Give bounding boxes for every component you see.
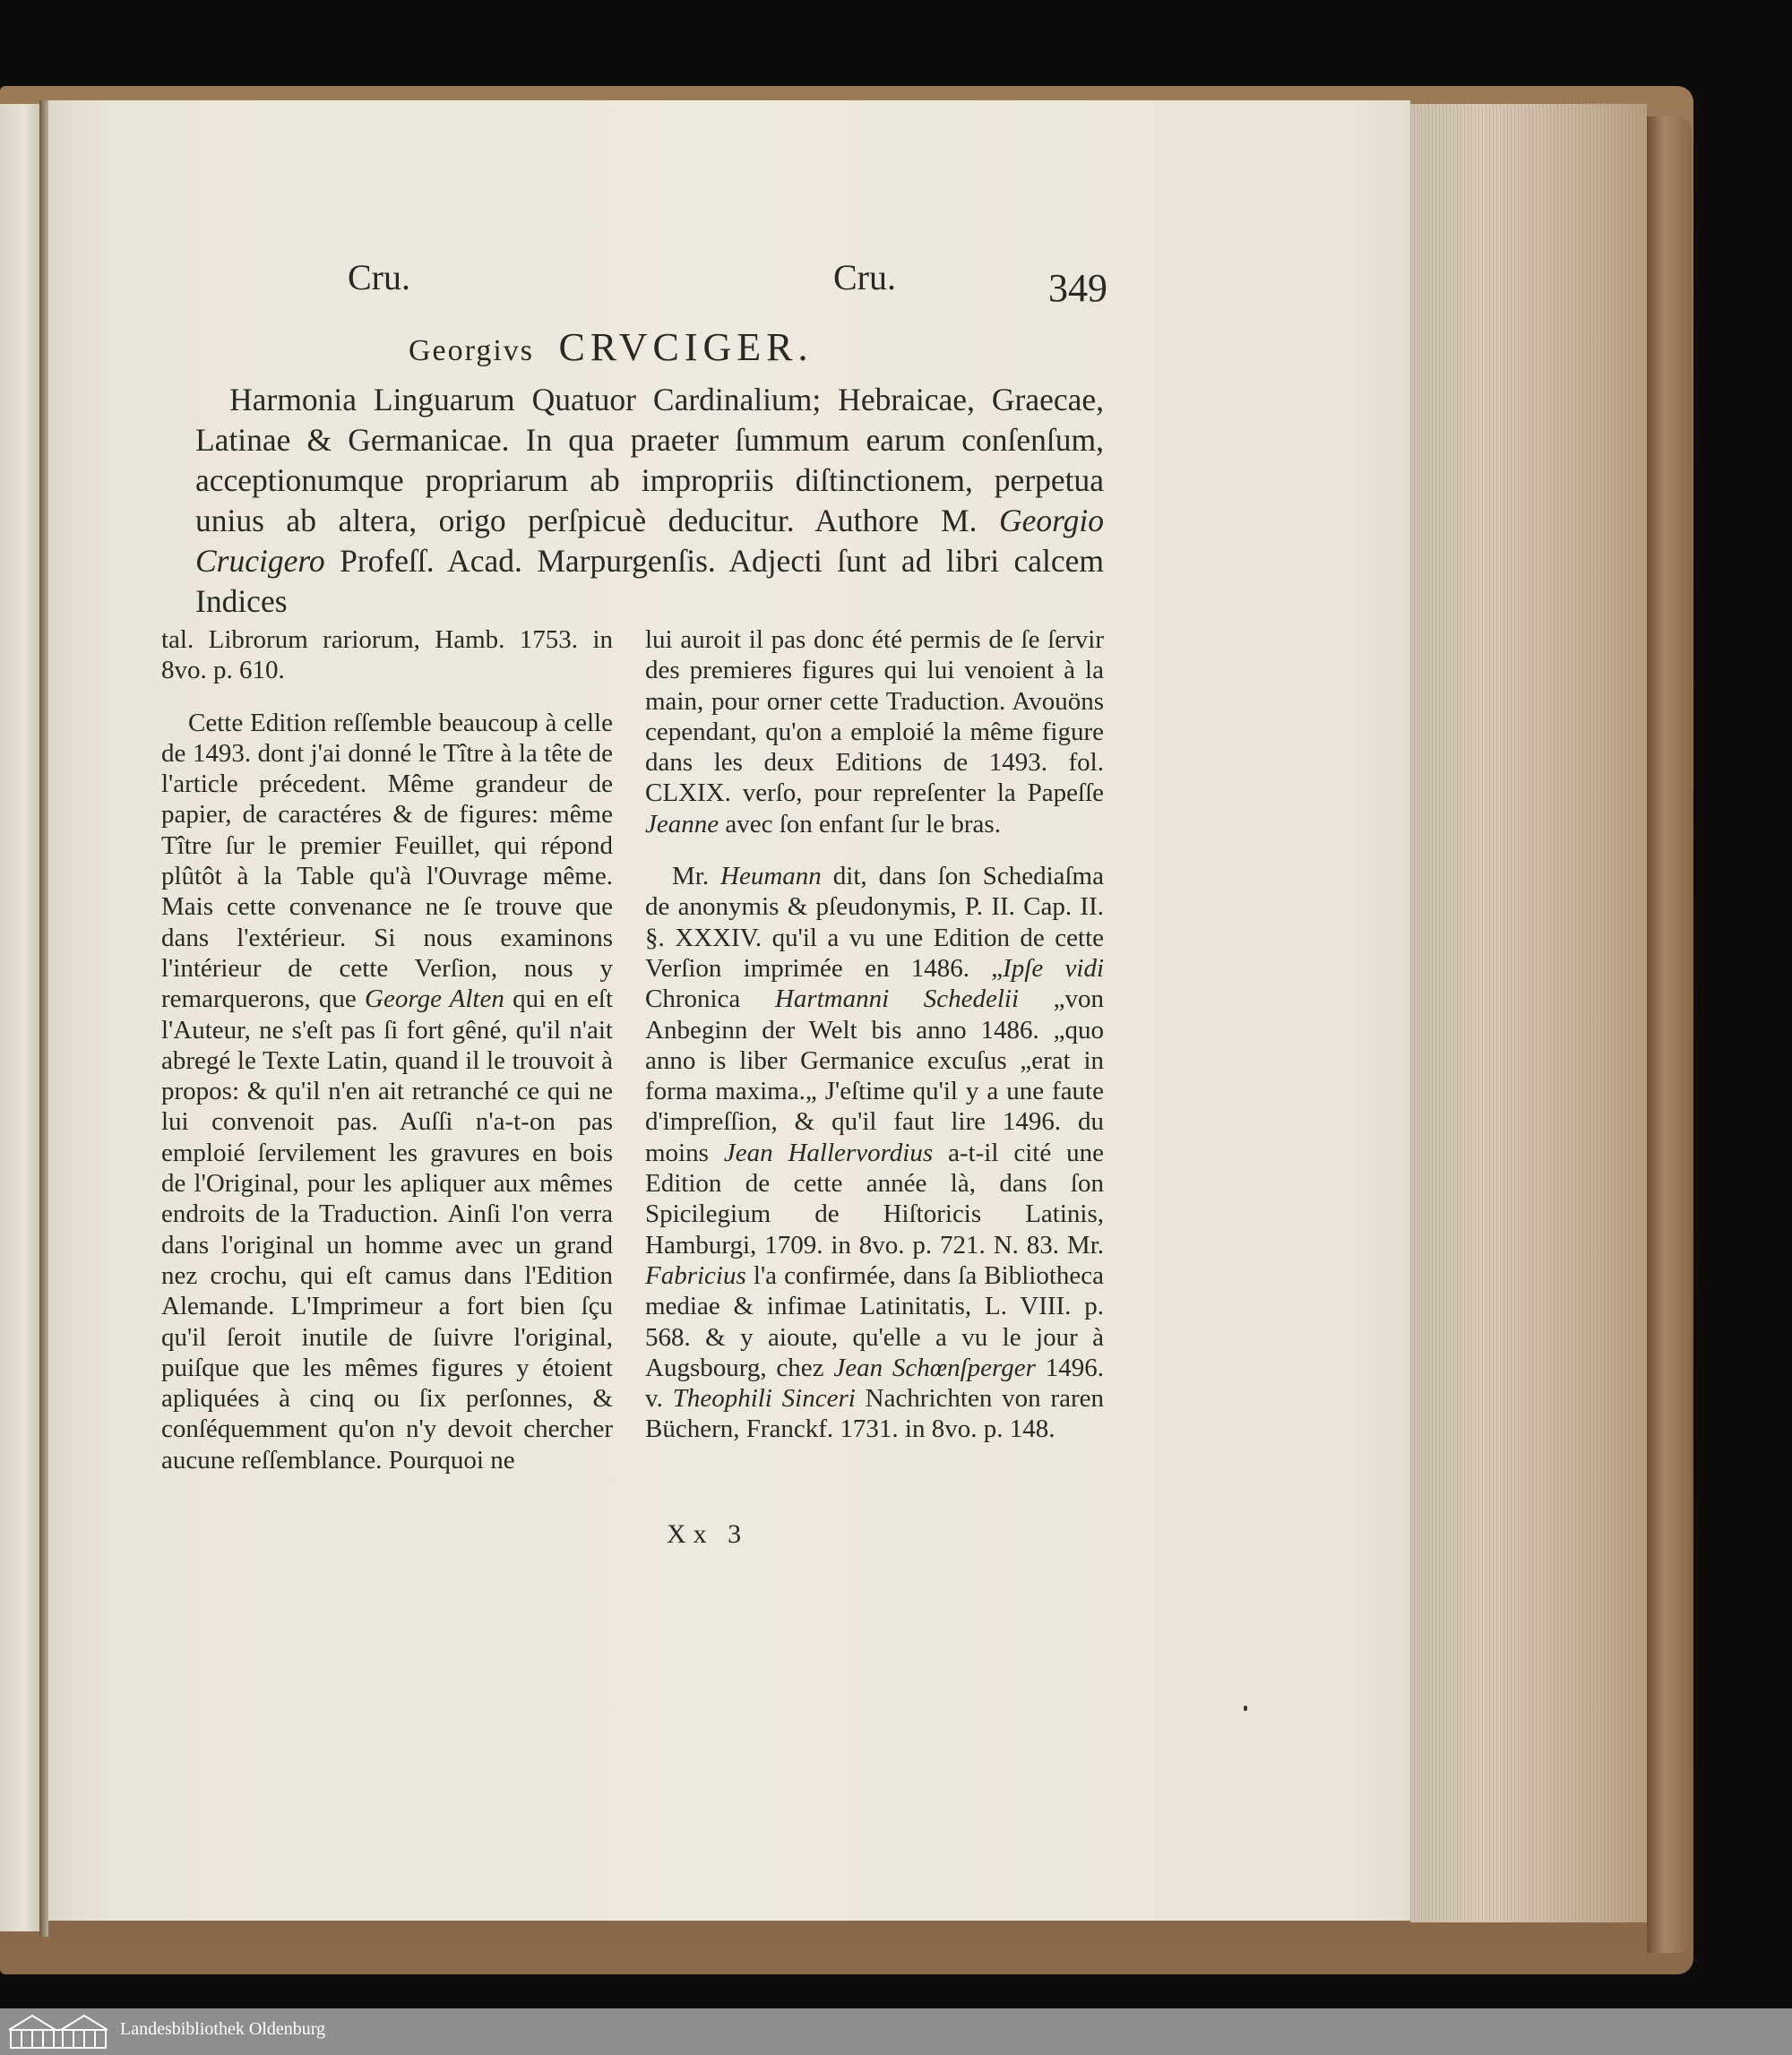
right-p2-h: Nachrichten von raren Büchern, Franckf. 1731. in 8vo. p. 148.	[645, 1384, 1104, 1444]
right-p2-f: l'a confirmée, dans ſa Bibliotheca mediae & infimae Latinitatis, L. VIII. p. 568. & y aioute, qu'elle a vu le jour à Augsbourg, chez	[645, 1260, 1104, 1382]
right-paragraph-1	[645, 624, 1104, 839]
right-p2-name-schedel: Hartmanni Schedelii	[774, 985, 1020, 1014]
title-author: Georgio Crucigero	[195, 503, 1105, 579]
left-paragraph-2	[161, 708, 613, 1475]
right-p2-name-fabricius: Fabricius	[645, 1260, 746, 1290]
left-p2-text-a: Cette Edition reſſemble beaucoup à celle de 1493. dont j'ai donné le Tître à la tête de l'article précedent. Même grandeur de papier, de caractéres & de figures: même Tître ſur le premier Feuillet, qui répond plûtôt à la Table qu'à l'Ouvrage même. Mais cette convenance ne ſe trouve que dans l'extérieur. Si nous examinons l'intérieur de cette Verſion, nous y remarquerons, que	[161, 708, 613, 1014]
library-name: Landesbibliothek Oldenburg	[120, 2019, 326, 2039]
right-p2-name-hallervord: Jean Hallervordius	[723, 1138, 934, 1167]
right-p2-c: Chronica	[645, 985, 741, 1014]
right-p2-a: Mr.	[672, 862, 710, 891]
right-p1-text-a: lui auroit il pas donc été permis de ſe ſervir des premieres figures qui lui venoient à la main, pour orner cette Traduction. Avouöns cependant, qu'on a emploié la même figure dans les deux Editions de 1493. fol. CLXIX. verſo, pour repreſenter la Papeſſe	[645, 625, 1104, 808]
left-p2-text-b: qui en eſt l'Auteur, ne s'eſt pas ſi fort gêné, qu'il n'ait abregé le Texte Latin, quand il le trouvoit à propos: & qu'il n'en ait retranché ce qui ne lui convenoit pas. Auſſi n'a-t-on pas emploié ſervilement les gravures en bois de l'Original, pour les apliquer aux mêmes endroits de la Traduction. Ainſi l'on verra dans l'original un homme avec un grand nez crochu, qui eſt camus dans l'Edition Alemande. L'Imprimeur a fort bien ſçu qu'il ſeroit inutile de ſuivre l'original, puiſque que les mêmes figures y étoient apliquées à cinq ou ſix perſonnes, & conſéquemment qu'on n'y devoit chercher aucune reſſemblance. Pourquoi ne	[161, 985, 614, 1475]
heading-surname: CRVCIGER.	[558, 325, 814, 369]
right-p1-text-b: avec ſon enfant ſur le bras.	[725, 809, 1001, 838]
title-part-1: Harmonia Linguarum Quatuor Cardinalium; Hebraicae, Graecae, Latinae & Germanicae. In qua praeter ſummum earum conſenſum, acceptionumque propriarum ab impropriis diſtinctionem, perpetua unius ab altera, origo perſpicuè deducitur. Authore M.	[195, 382, 1104, 538]
left-p2-name: George Alten	[365, 985, 504, 1014]
book-gutter	[39, 100, 48, 1937]
signature-mark: Xx 3	[667, 1519, 749, 1549]
title-text	[195, 380, 1104, 622]
right-paragraph-2	[645, 861, 1104, 1445]
footer-bar	[0, 2008, 1792, 2055]
page-number: 349	[1048, 266, 1107, 310]
library-building-icon	[5, 2012, 111, 2051]
right-p2-quote: Ipſe vidi	[1003, 953, 1104, 983]
right-p2-name-schoensperger: Jean Schœnſperger	[833, 1353, 1036, 1382]
right-p2-name-heumann: Heumann	[720, 862, 822, 891]
page-block-edges	[1410, 104, 1647, 1922]
right-p1-name: Jeanne	[645, 809, 719, 838]
book-cover-edge	[1647, 116, 1692, 1953]
heading-first-name: Georgivs	[409, 334, 535, 367]
book-title-paragraph	[195, 380, 1104, 622]
right-column	[645, 624, 1104, 1445]
title-part-2: Profeſſ. Acad. Marpurgenſis. Adjecti ſunt ad libri calcem Indices	[195, 543, 1105, 619]
running-head-left: Cru.	[348, 257, 410, 297]
right-p2-d: „von Anbeginn der Welt bis anno 1486. „quo anno is liber Germanice excuſus „erat in forma maxima.„ J'eſtime qu'il y a une faute d'impreſſion, & qu'il faut lire 1496. du moins	[645, 985, 1104, 1167]
left-column	[161, 624, 613, 1475]
ink-speck	[1244, 1706, 1247, 1711]
right-p2-name-sinceri: Theophili Sinceri	[672, 1384, 856, 1414]
right-p2-g: 1496. v.	[645, 1353, 1104, 1414]
entry-heading	[409, 324, 813, 370]
right-p2-b: dit, dans ſon Schediaſma de anonymis & pſeudonymis, P. II. Cap. II. §. XXXIV. qu'il a vu une Edition de cette Verſion imprimée en 1486. „	[645, 862, 1104, 983]
left-paragraph-1: tal. Librorum rariorum, Hamb. 1753. in 8vo. p. 610.	[161, 625, 613, 685]
running-head-middle: Cru.	[833, 257, 896, 297]
left-page-sliver	[0, 104, 39, 1931]
right-p2-e: a-t-il cité une Edition de cette année là, dans ſon Spicilegium de Hiſtoricis Latinis, Hamburgi, 1709. in 8vo. p. 721. N. 83. Mr.	[645, 1138, 1104, 1260]
